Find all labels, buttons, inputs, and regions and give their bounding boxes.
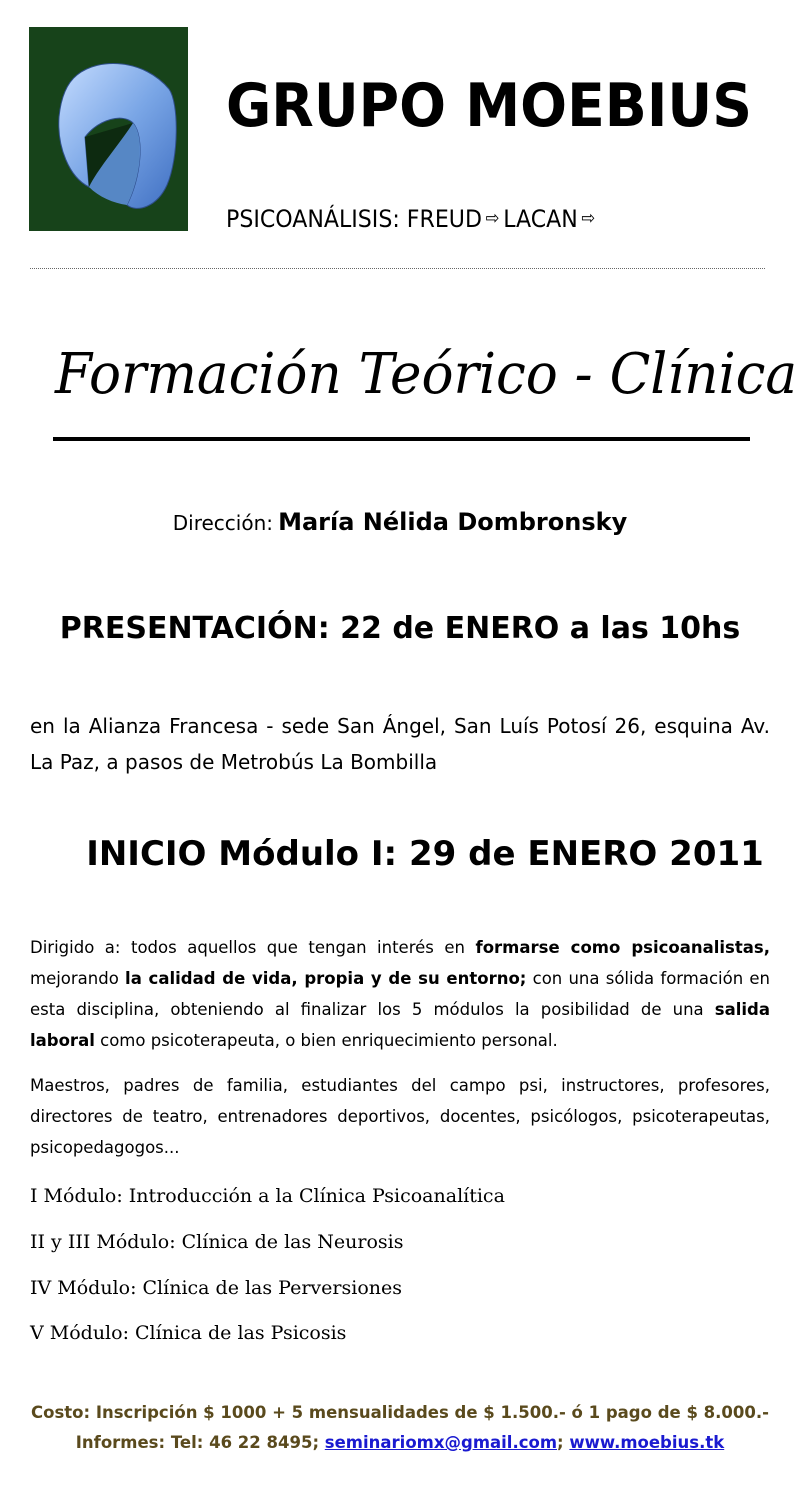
direction-line xyxy=(0,508,800,536)
intro-text: con una sólida formación en esta disciplina, obteniendo al finalizar los 5 módulos la posibilidad de una xyxy=(30,969,771,1019)
intro-text: Dirigido a: todos aquellos que tengan interés en xyxy=(30,938,476,957)
venue-text: en la Alianza Francesa - sede San Ángel, San Luís Potosí 26, esquina Av. La Paz, a pasos de Metrobús La Bombilla xyxy=(30,714,770,774)
arrow-right-icon: ⇨ xyxy=(485,208,500,229)
moebius-logo-icon xyxy=(29,27,188,231)
title-underline xyxy=(53,437,750,441)
module-item: II y III Módulo: Clínica de las Neurosis xyxy=(30,1231,404,1253)
arrow-right-icon: ⇨ xyxy=(581,208,596,229)
info-separator: ; xyxy=(557,1433,564,1452)
intro-text: mejorando xyxy=(30,969,126,988)
intro-highlight: salida laboral xyxy=(30,1000,770,1050)
module-item: V Módulo: Clínica de las Psicosis xyxy=(30,1322,347,1344)
info-line xyxy=(0,1428,800,1458)
header-divider xyxy=(30,268,765,269)
subtitle-prefix: PSICOANÁLISIS: FREUD xyxy=(226,205,482,233)
brand-subtitle xyxy=(226,197,599,241)
info-prefix: Informes: Tel: 46 22 8495; xyxy=(75,1433,320,1452)
intro-highlight: la calidad de vida, propia y de su entorno; xyxy=(125,969,527,988)
director-name: María Nélida Dombronsky xyxy=(278,508,628,536)
audience-paragraph: Maestros, padres de familia, estudiantes del campo psi, instructores, profesores, directores de teatro, entrenadores deportivos, docentes, psicólogos, psicoterapeutas, psicopedagogos... xyxy=(30,1076,770,1157)
intro-highlight: formarse como psicoanalistas, xyxy=(475,938,770,957)
module-item: I Módulo: Introducción a la Clínica Psicoanalítica xyxy=(30,1185,505,1207)
page-title: Formación Teórico - Clínica xyxy=(55,342,798,407)
intro-paragraph xyxy=(30,932,770,1056)
website-link[interactable]: www.moebius.tk xyxy=(569,1433,725,1452)
module-item: IV Módulo: Clínica de las Perversiones xyxy=(30,1277,402,1299)
email-link[interactable]: seminariomx@gmail.com xyxy=(324,1433,558,1452)
direction-label: Dirección: xyxy=(172,511,273,535)
start-date-heading: INICIO Módulo I: 29 de ENERO 2011 xyxy=(86,834,764,874)
subtitle-lacan: LACAN xyxy=(503,205,578,233)
presentation-heading: PRESENTACIÓN: 22 de ENERO a las 10hs xyxy=(59,611,741,646)
brand-title: GRUPO MOEBIUS xyxy=(226,71,752,141)
cost-line: Costo: Inscripción $ 1000 + 5 mensualidades de $ 1.500.- ó 1 pago de $ 8.000.- xyxy=(31,1403,769,1422)
intro-text: como psicoterapeuta, o bien enriquecimiento personal. xyxy=(94,1031,558,1050)
